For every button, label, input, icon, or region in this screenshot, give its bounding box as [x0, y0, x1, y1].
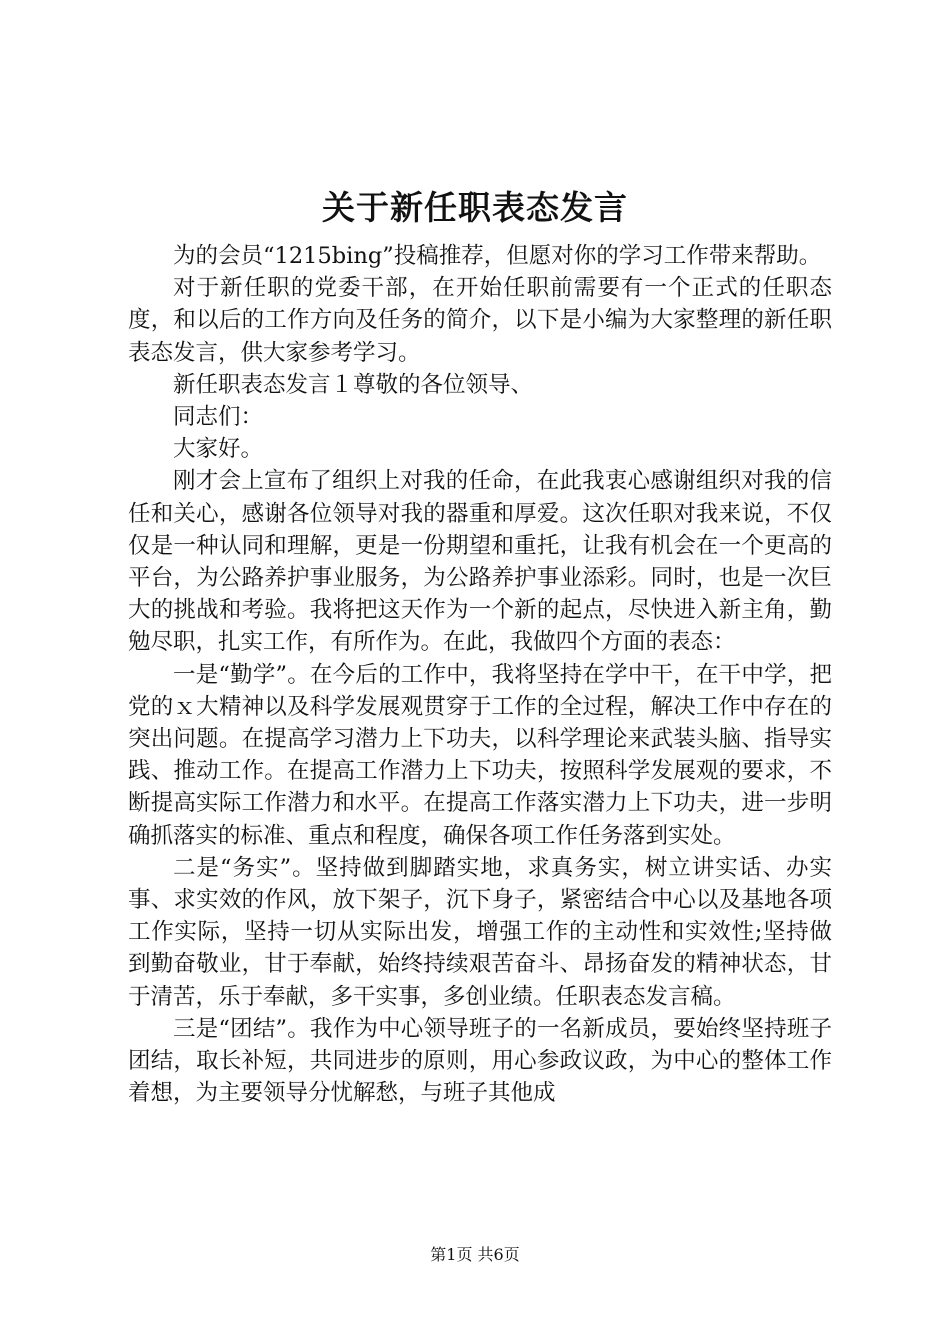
- paragraph-intro: 为的会员“1215bing”投稿推荐，但愿对你的学习工作带来帮助。: [173, 243, 822, 269]
- paragraph-greeting: 大家好。: [173, 436, 264, 463]
- page-footer: 第1页 共6页: [430, 1245, 520, 1264]
- document-body: [128, 240, 832, 1109]
- paragraph-point-study: 一是“勤学”。在今后的工作中，我将坚持在学中干，在干中学，把党的ｘ大精神以及科学发展观贯穿于工作的全过程，解决工作中存在的突出问题。在提高学习潜力上下功夫，以科学理论来武装头脑、指导实践、推动工作。在提高工作潜力上下功夫，按照科学发展观的要求，不断提高实际工作潜力和水平。在提高工作落实潜力上下功夫，进一步明确抓落实的标准、重点和程度，确保各项工作任务落到实处。: [128, 661, 832, 849]
- document-title: 关于新任职表态发言: [322, 188, 628, 227]
- paragraph-heading-salutation: 新任职表态发言１尊敬的各位领导、: [173, 371, 534, 398]
- paragraph-salutation: 同志们：: [173, 404, 264, 431]
- paragraph-thanks: 刚才会上宣布了组织上对我的任命，在此我衷心感谢组织对我的信任和关心，感谢各位领导对我的器重和厚爱。这次任职对我来说，不仅仅是一种认同和理解，更是一份期望和重托，让我有机会在一个更高的平台，为公路养护事业服务，为公路养护事业添彩。同时，也是一次巨大的挑战和考验。我将把这天作为一个新的起点，尽快进入新主角，勤勉尽职，扎实工作，有所作为。在此，我做四个方面的表态：: [128, 468, 832, 656]
- paragraph-point-unity: 三是“团结”。我作为中心领导班子的一名新成员，要始终坚持班子团结，取长补短，共同进步的原则，用心参政议政，为中心的整体工作着想，为主要领导分忧解愁，与班子其他成: [128, 1015, 832, 1107]
- paragraph-point-practical: 二是“务实”。坚持做到脚踏实地，求真务实，树立讲实话、办实事、求实效的作风，放下架子，沉下身子，紧密结合中心以及基地各项工作实际，坚持一切从实际出发，增强工作的主动性和实效性;坚持做到勤奋敬业，甘于奉献，始终持续艰苦奋斗、昂扬奋发的精神状态，甘于清苦，乐于奉献，多干实事，多创业绩。任职表态发言稿。: [128, 854, 832, 1010]
- paragraph-summary: 对于新任职的党委干部，在开始任职前需要有一个正式的任职态度，和以后的工作方向及任务的简介，以下是小编为大家整理的新任职表态发言，供大家参考学习。: [128, 275, 832, 366]
